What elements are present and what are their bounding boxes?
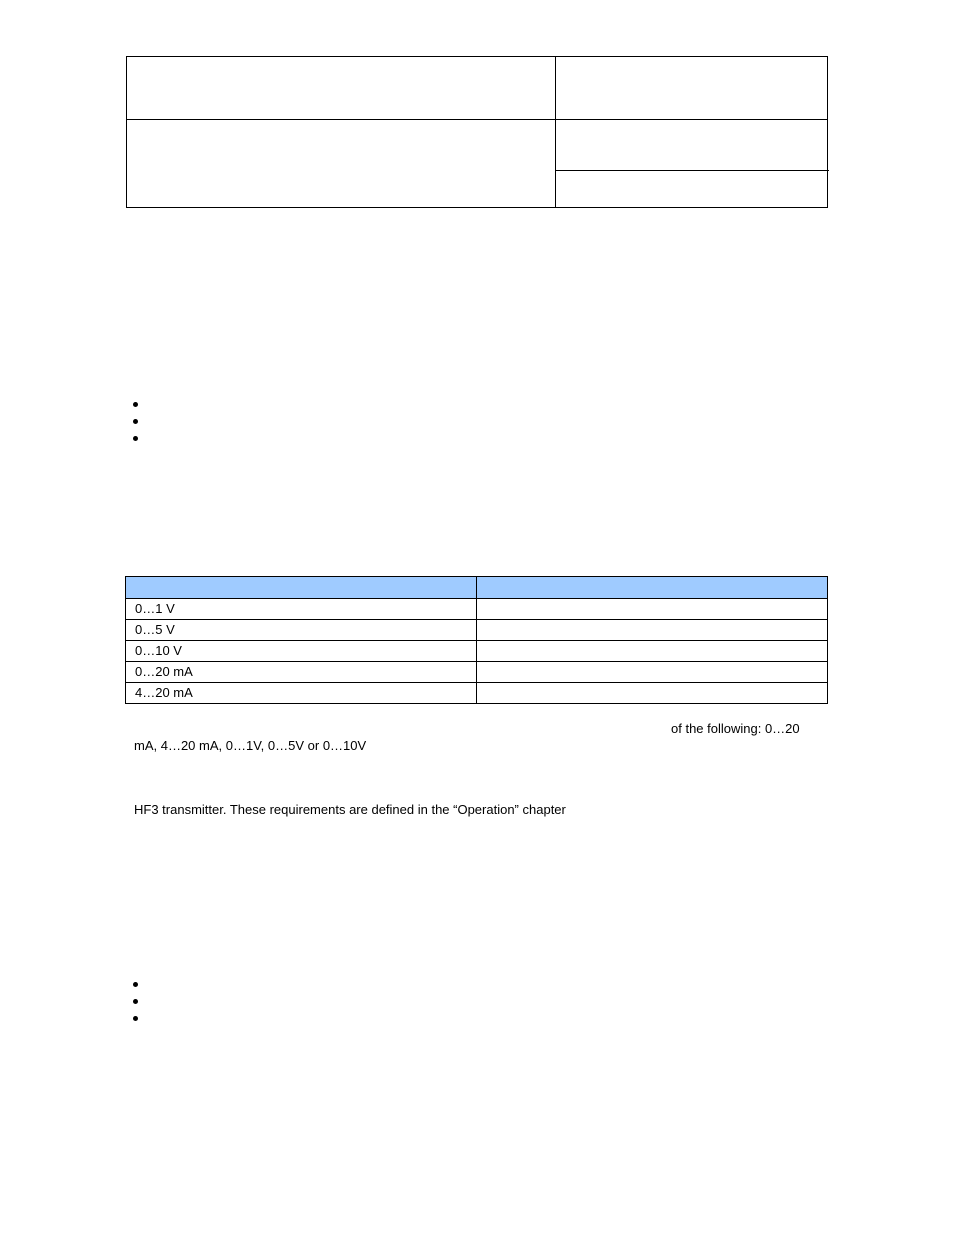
column-header xyxy=(477,577,828,599)
signal-range-table xyxy=(125,576,828,704)
table-row xyxy=(126,662,828,683)
table-row xyxy=(126,641,828,662)
header-info-table xyxy=(126,56,828,208)
column-header xyxy=(126,577,477,599)
paragraph-fragment: of the following: 0…20 xyxy=(671,721,800,736)
table-cell xyxy=(477,662,828,683)
table-cell: 0…5 V xyxy=(126,620,477,641)
table-row xyxy=(126,683,828,704)
table-cell xyxy=(477,599,828,620)
paragraph-fragment: mA, 4…20 mA, 0…1V, 0…5V or 0…10V xyxy=(134,738,367,753)
table-row xyxy=(126,620,828,641)
table-cell xyxy=(477,641,828,662)
table-column-divider xyxy=(555,57,556,207)
table-cell: 0…10 V xyxy=(126,641,477,662)
table-header-row xyxy=(126,577,828,599)
table-row-divider xyxy=(127,119,827,120)
table-cell: 4…20 mA xyxy=(126,683,477,704)
table-cell: 0…20 mA xyxy=(126,662,477,683)
table-cell: 0…1 V xyxy=(126,599,477,620)
paragraph-fragment: HF3 transmitter. These requirements are defined in the “Operation” chapter xyxy=(134,802,566,817)
table-cell xyxy=(477,683,828,704)
table-row xyxy=(126,599,828,620)
table-cell xyxy=(477,620,828,641)
table-row-divider xyxy=(555,170,829,171)
